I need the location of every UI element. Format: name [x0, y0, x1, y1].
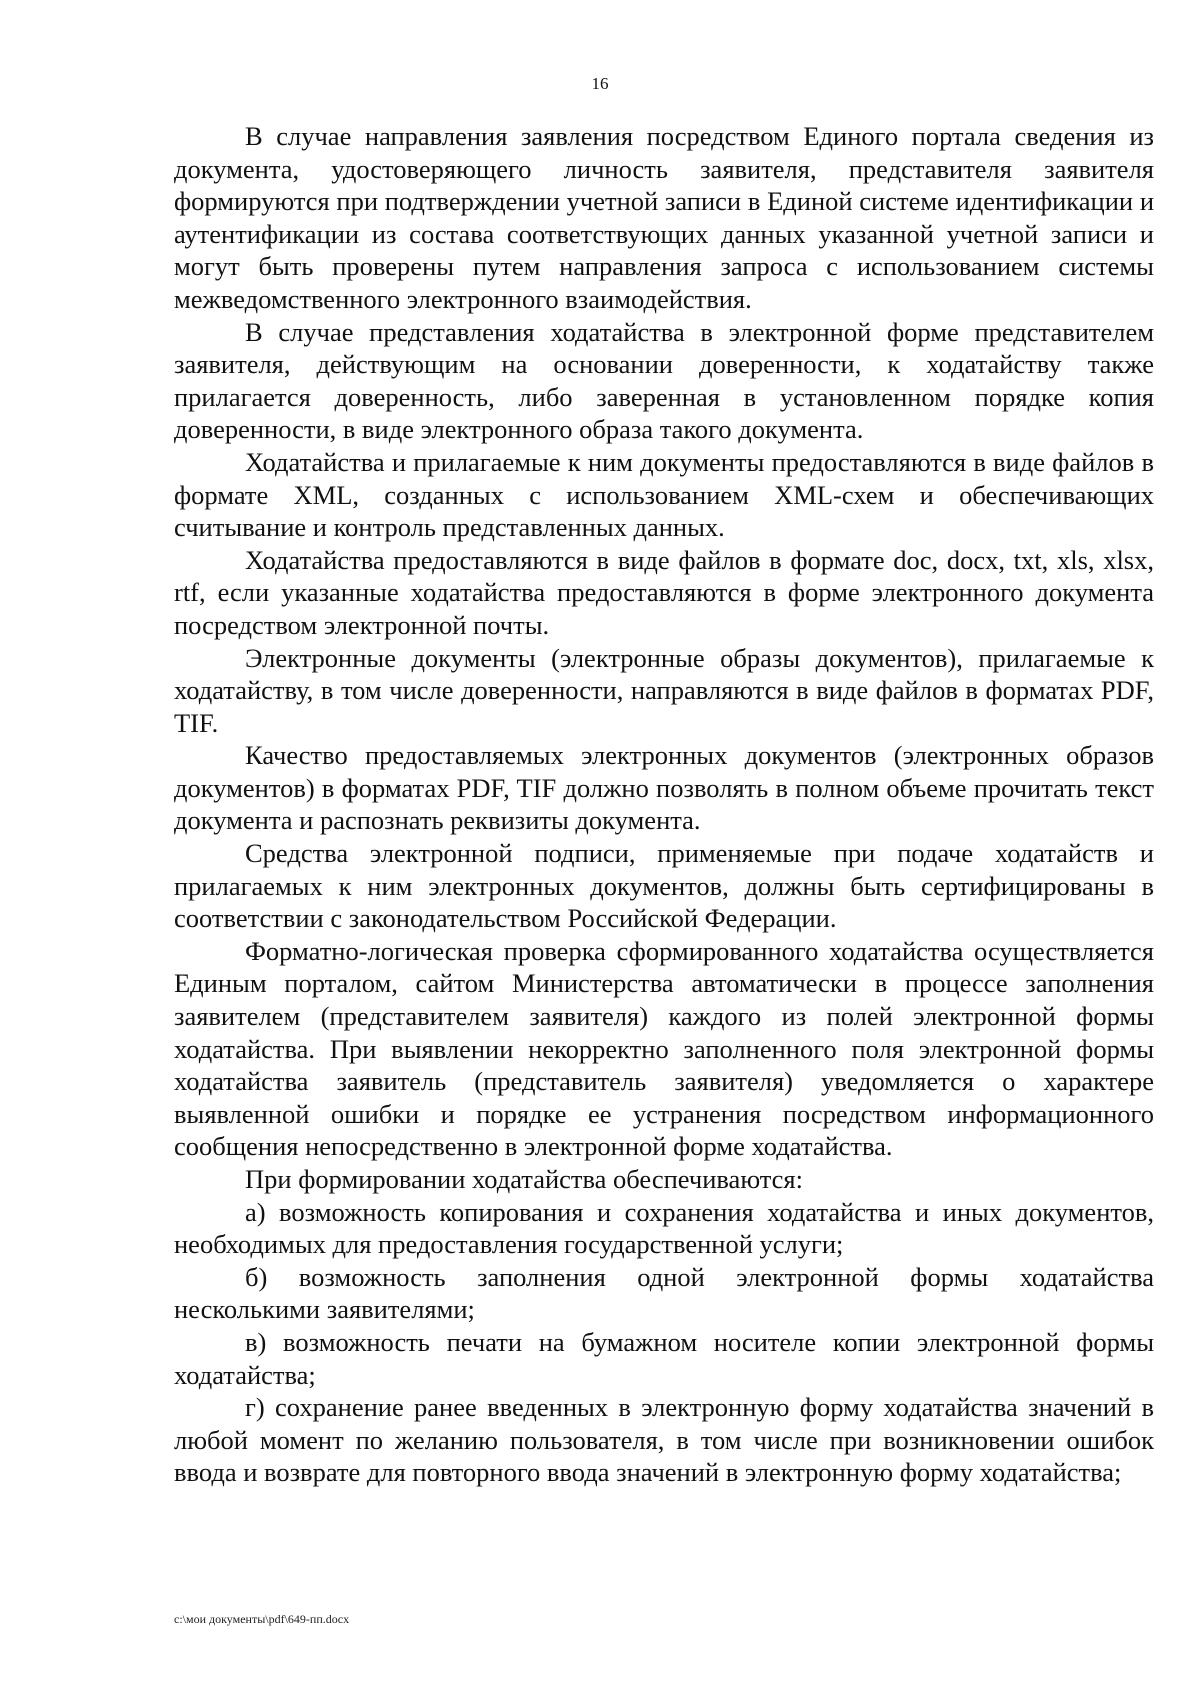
list-item: г) сохранение ранее введенных в электронную форму ходатайства значений в любой момент по желанию пользователя, в том числе при возникновении ошибок ввода и возврате для повторного ввода значений в электронную форму ходатайства; — [174, 1392, 1154, 1488]
paragraph: В случае представления ходатайства в электронной форме представителем заявителя, действующим на основании доверенности, к ходатайству также прилагается доверенность, либо заверенная в установленном порядке копия доверенности, в виде электронного образа такого документа. — [174, 316, 1154, 445]
footer-file-path: c:\мои документы\pdf\649-пп.docx — [174, 1612, 350, 1626]
paragraph: При формировании ходатайства обеспечиваются: — [245, 1164, 803, 1194]
paragraph: В случае направления заявления посредством Единого портала сведения из документа, удостоверяющего личность заявителя, представителя заявителя формируются при подтверждении учетной записи в Единой системе идентификации и аутентификации из состава соответствующих данных указанной учетной записи и могут быть проверены путем направления запроса с использованием системы межведомственного электронного взаимодействия. — [174, 121, 1154, 314]
list-item: б) возможность заполнения одной электронной формы ходатайства несколькими заявителями; — [174, 1261, 1154, 1325]
page-number: 16 — [591, 74, 609, 93]
paragraph: Форматно-логическая проверка сформированного ходатайства осуществляется Единым порталом, сайтом Министерства автоматически в процессе заполнения заявителем (представителем заявителя) каждого из полей электронной формы ходатайства. При выявлении некорректно заполненного поля электронной формы ходатайства заявитель (представитель заявителя) уведомляется о характере выявленной ошибки и порядке ее устранения посредством информационного сообщения непосредственно в электронной форме ходатайства. — [174, 935, 1154, 1162]
paragraph: Качество предоставляемых электронных документов (электронных образов документов) в форматах PDF, TIF должно позволять в полном объеме прочитать текст документа и распознать реквизиты документа. — [174, 740, 1154, 836]
paragraph: Ходатайства и прилагаемые к ним документы предоставляются в виде файлов в формате XML, созданных с использованием XML-схем и обеспечивающих считывание и контроль представленных данных. — [174, 446, 1154, 543]
list-item: в) возможность печати на бумажном носителе копии электронной формы ходатайства; — [174, 1326, 1154, 1390]
paragraph: Электронные документы (электронные образы документов), прилагаемые к ходатайству, в том числе доверенности, направляются в виде файлов в форматах PDF, TIF. — [174, 642, 1154, 738]
paragraph: Средства электронной подписи, применяемые при подаче ходатайств и прилагаемых к ним электронных документов, должны быть сертифицированы в соответствии с законодательством Российской Федерации. — [174, 838, 1154, 934]
list-item: а) возможность копирования и сохранения ходатайства и иных документов, необходимых для предоставления государственной услуги; — [174, 1196, 1154, 1260]
document-body — [174, 120, 1154, 1489]
paragraph: Ходатайства предоставляются в виде файлов в формате doc, docx, txt, xls, xlsx, rtf, если указанные ходатайства предоставляются в форме электронного документа посредством электронной почты. — [174, 544, 1154, 640]
